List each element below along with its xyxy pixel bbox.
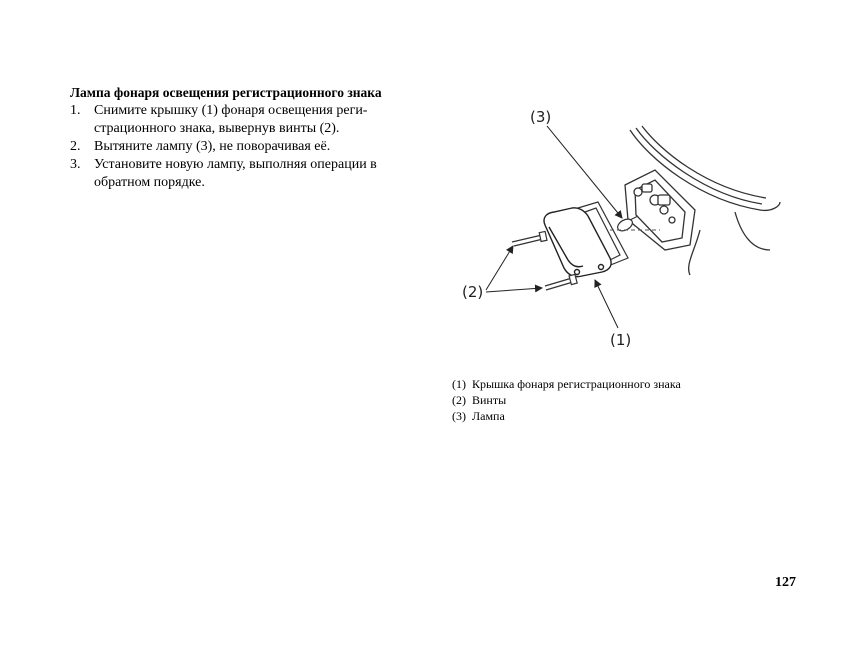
callout-3-label: (3) [530,108,552,126]
caption-text: Винты [472,393,507,407]
instructions-column [70,84,420,192]
step-line: обратном порядке. [94,175,205,190]
step-number: 2. [70,139,81,154]
step-3 [70,156,420,192]
step-number: 3. [70,157,81,172]
step-line: Снимите крышку (1) фонаря освещения реги- [94,103,368,118]
step-line: Установите новую лампу, выполняя операции в [94,157,377,172]
callout-2-arrow-upper [486,246,513,290]
section-title: Лампа фонаря освещения регистрационного знака [70,85,382,100]
step-1 [70,102,420,138]
callout-1-arrow [595,280,618,328]
step-2 [70,138,420,156]
caption-number: (1) [452,377,466,391]
callout-2-arrow-lower [486,288,542,292]
steps-list [70,102,420,192]
step-number: 1. [70,103,81,118]
caption-number: (2) [452,393,466,407]
step-text [94,138,420,156]
step-text [94,156,420,192]
figure-captions [452,376,792,424]
callout-2-label: (2) [462,283,484,301]
caption-3 [452,408,792,424]
caption-text: Крышка фонаря регистрационного знака [472,377,681,391]
step-text [94,102,420,138]
page-number: 127 [775,575,796,590]
caption-number: (3) [452,409,466,423]
callout-3-arrow [547,126,622,218]
license-light-diagram [450,100,810,360]
callout-1-label: (1) [610,331,632,349]
mounting-base [625,170,695,250]
caption-1 [452,376,792,392]
step-line: Вытяните лампу (3), не поворачивая её. [94,139,331,154]
caption-text: Лампа [472,409,505,423]
caption-2 [452,392,792,408]
diagram-svg [450,100,810,360]
step-line: страционного знака, вывернув винты (2). [94,121,340,136]
